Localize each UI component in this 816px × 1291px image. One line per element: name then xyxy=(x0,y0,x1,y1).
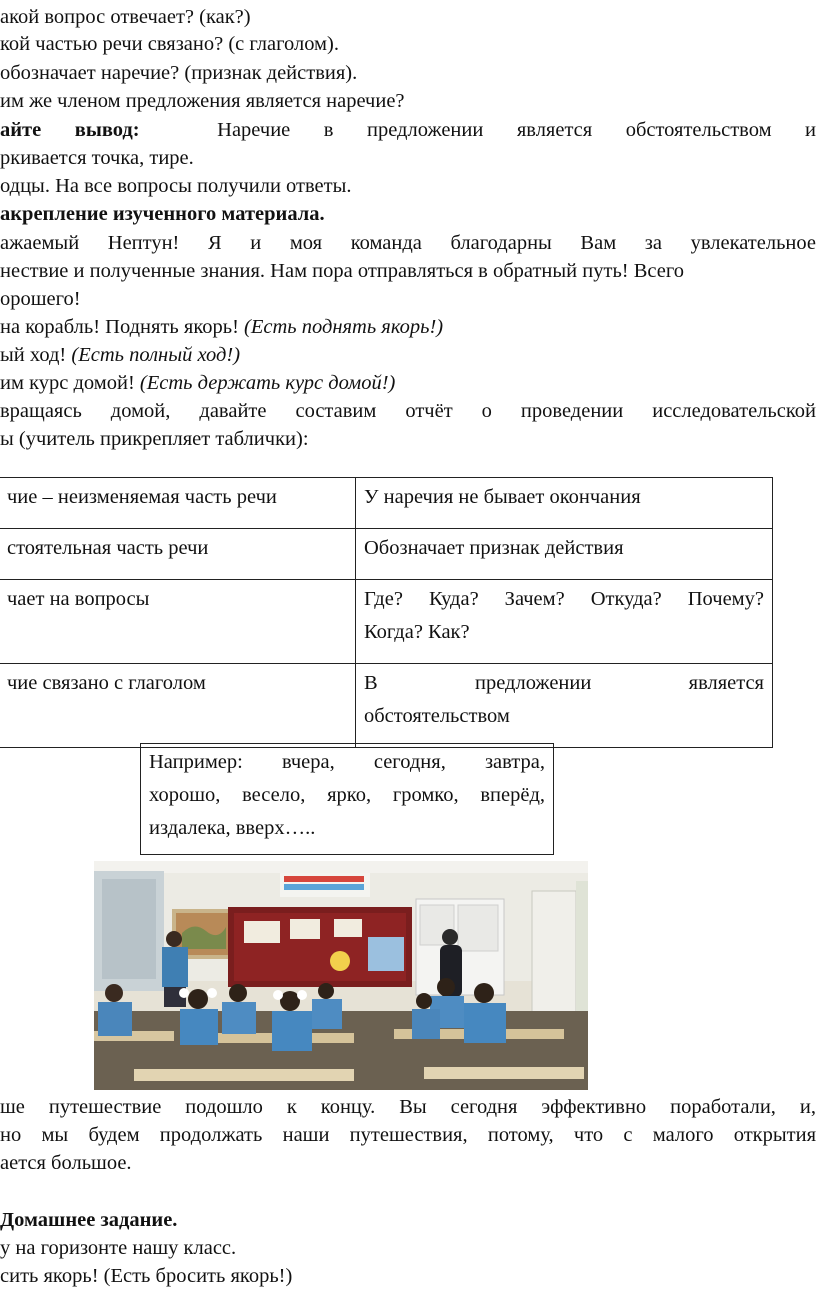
cell-text-line: В предложении является xyxy=(364,672,764,694)
table-cell: чие – неизменяемая часть речи xyxy=(0,478,356,529)
command-line xyxy=(0,369,816,397)
text-line: ажаемый Нептун! Я и моя команда благодарны Вам за увлекательное xyxy=(0,232,816,254)
text-line: ается большое. xyxy=(0,1152,132,1174)
cell-text-line: обстоятельством xyxy=(364,705,510,727)
example-box xyxy=(140,743,554,855)
table-cell: стоятельная часть речи xyxy=(0,529,356,580)
example-line: хорошо, весело, ярко, громко, вперёд, xyxy=(149,784,545,806)
example-line: Например: вчера, сегодня, завтра, xyxy=(149,751,545,773)
command-line xyxy=(0,313,816,341)
command-reply: (Есть поднять якорь!) xyxy=(244,316,444,338)
text-line: вращаясь домой, давайте составим отчёт о проведении исследовательской xyxy=(0,400,816,422)
text-line: орошего! xyxy=(0,288,81,310)
section-heading: Домашнее задание. xyxy=(0,1209,178,1231)
table-cell xyxy=(356,664,773,748)
table-row xyxy=(0,529,773,580)
table-row xyxy=(0,664,773,748)
command-reply: (Есть полный ход!) xyxy=(71,344,241,366)
table-cell xyxy=(356,580,773,664)
command-text: на корабль! Поднять якорь! xyxy=(0,316,239,338)
text-line: сить якорь! (Есть бросить якорь!) xyxy=(0,1265,293,1287)
section-heading: акрепление изученного материала. xyxy=(0,203,325,225)
conclusion-text: Наречие в предложении является обстоятельством и xyxy=(217,119,816,141)
cell-text-line: Когда? Как? xyxy=(364,621,470,643)
table-cell: Обозначает признак действия xyxy=(356,529,773,580)
text-line: ы (учитель прикрепляет таблички): xyxy=(0,428,309,450)
command-text: им курс домой! xyxy=(0,372,135,394)
table-cell: чие связано с глаголом xyxy=(0,664,356,748)
text-line: одцы. На все вопросы получили ответы. xyxy=(0,175,352,197)
text-line: нествие и полученные знания. Нам пора отправляться в обратный путь! Всего xyxy=(0,260,685,282)
cell-text-line: Где? Куда? Зачем? Откуда? Почему? xyxy=(364,588,764,610)
text-line: акой вопрос отвечает? (как?) xyxy=(0,6,251,28)
table-cell: чает на вопросы xyxy=(0,580,356,664)
text-line: им же членом предложения является наречие? xyxy=(0,90,405,112)
classroom-photo xyxy=(94,861,588,1090)
command-text: ый ход! xyxy=(0,344,67,366)
table-cell: У наречия не бывает окончания xyxy=(356,478,773,529)
conclusion-line xyxy=(0,116,816,144)
text-line: обозначает наречие? (признак действия). xyxy=(0,62,358,84)
example-line: издалека, вверх….. xyxy=(149,817,316,839)
table-row xyxy=(0,478,773,529)
text-line: ше путешествие подошло к концу. Вы сегодня эффективно поработали, и, xyxy=(0,1096,816,1118)
command-line xyxy=(0,341,816,369)
report-table xyxy=(0,477,773,748)
text-line: у на горизонте нашу класс. xyxy=(0,1237,237,1259)
conclusion-label: айте вывод: xyxy=(0,119,140,141)
text-line: ркивается точка, тире. xyxy=(0,147,194,169)
text-line: кой частью речи связано? (с глаголом). xyxy=(0,33,339,55)
table-row xyxy=(0,580,773,664)
text-line: но мы будем продолжать наши путешествия, потому, что с малого открытия xyxy=(0,1124,816,1146)
command-reply: (Есть держать курс домой!) xyxy=(139,372,396,394)
